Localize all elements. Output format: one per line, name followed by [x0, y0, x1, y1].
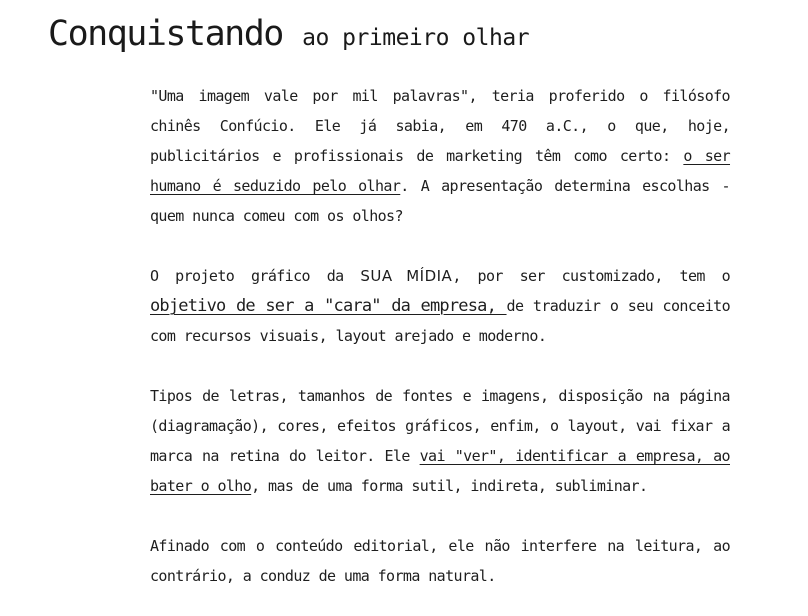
- article-body: [150, 81, 730, 591]
- paragraph-1-underlined-phrase: o ser humano é seduzido pelo olhar: [150, 147, 731, 195]
- page-title: [48, 14, 529, 54]
- paragraph-1-text-after: . A apresentação determina escolhas - quem nunca comeu com os olhos?: [150, 177, 730, 225]
- paragraph-1: [150, 81, 730, 231]
- paragraph-2-text-middle: , por ser customizado, tem o: [452, 267, 731, 285]
- paragraph-3-underlined-phrase: vai "ver", identificar a empresa, ao bater o olho: [150, 447, 730, 495]
- paragraph-2: [150, 261, 730, 351]
- paragraph-3: [150, 381, 730, 501]
- paragraph-1-text-before: "Uma imagem vale por mil palavras", teria proferido o filósofo chinês Confúcio. Ele já sabia, em 470 a.C., o que, hoje, publicitários e profissionais de marketing têm como certo:: [150, 87, 730, 165]
- paragraph-2-text-after: de traduzir o seu conceito com recursos visuais, layout arejado e moderno.: [150, 297, 731, 345]
- brand-name: SUA MÍDIA: [360, 267, 453, 285]
- paragraph-2-underlined-phrase: objetivo de ser a "cara" da empresa,: [150, 296, 507, 316]
- paragraph-4-text: Afinado com o conteúdo editorial, ele não interfere na leitura, ao contrário, a conduz de uma forma natural.: [150, 537, 730, 585]
- paragraph-3-text-after: , mas de uma forma sutil, indireta, subliminar.: [251, 477, 648, 495]
- paragraph-4: [150, 531, 730, 591]
- title-main: Conquistando: [48, 14, 283, 54]
- title-rest: ao primeiro olhar: [302, 25, 530, 51]
- paragraph-3-text-before: Tipos de letras, tamanhos de fontes e imagens, disposição na página (diagramação), cores, efeitos gráficos, enfim, o layout, vai fixar a marca na retina do leitor. Ele: [150, 387, 730, 465]
- paragraph-2-text-before: O projeto gráfico da: [150, 267, 361, 285]
